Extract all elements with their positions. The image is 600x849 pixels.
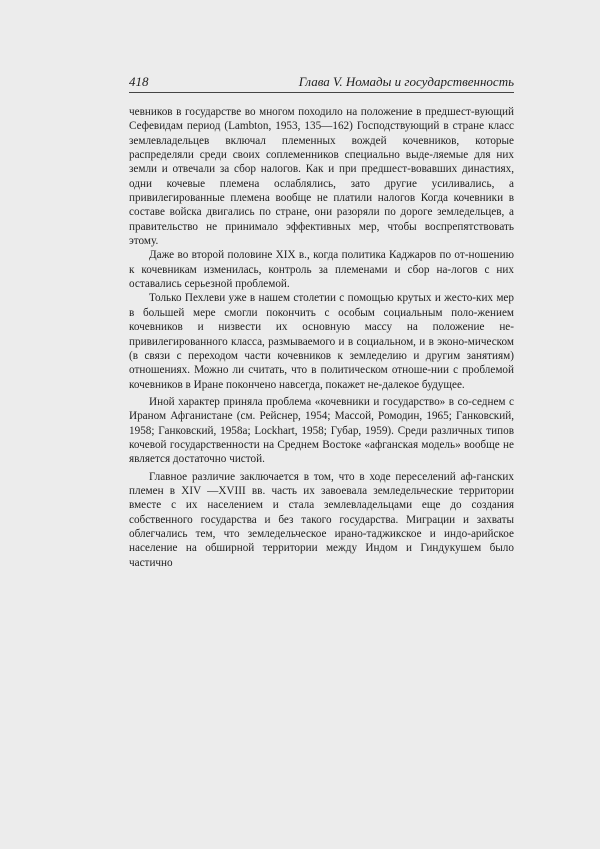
- paragraph-4: Иной характер приняла проблема «кочевники и государство» в со-седнем с Ираном Афганистане (см. Рейснер, 1954; Массой, Ромодин, 1965; Ганковский, 1958; Ганковский, 1958а; Lockhart, 1958; Губар, 1959). Среди различных типов кочевой государственности на Среднем Востоке «афганская модель» вообще не является достаточно чистой.: [129, 395, 514, 466]
- running-title: Глава V. Номады и государственность: [298, 74, 514, 89]
- page-number: 418: [129, 74, 149, 89]
- paragraph-1: чевников в государстве во многом походило на положение в предшест-вующий Сефевидам период (Lambton, 1953, 135—162) Господствующий в стране класс землевладельцев включал племенных вождей кочевников, которые распределяли среди своих соплеменников специально выде-ляемые для них земли и отвечали за сбор налогов. Как и при предшест-вовавших династиях, одни кочевые племена ослаблялись, зато другие усиливались, а привилегированные племена вообще не платили налогов Когда кочевники в составе войска двигались по стране, они разоряли по дороге земледельцев, а правительство не принимало эффективных мер, чтобы воспрепятствовать этому.: [129, 106, 514, 248]
- paragraph-2: Даже во второй половине XIX в., когда политика Каджаров по от-ношению к кочевникам изменилась, контроль за племенами и сбор на-логов с них оставались серьезной проблемой.: [129, 249, 514, 291]
- header-rule: [129, 92, 514, 93]
- body-text: [129, 105, 514, 570]
- paragraph-3: Только Пехлеви уже в нашем столетии с помощью крутых и жесто-ких мер в большей мере смогли покончить с особым социальным поло-жением кочевников и низвести их основную массу на положение не-привилегированного класса, размываемого и в социальном, и в эконо-мическом (в связи с переходом части кочевников к земледелию и другим занятиям) отношениях. Можно ли считать, что в политическом отноше-нии с проблемой кочевников в Иране покончено навсегда, покажет не-далекое будущее.: [129, 292, 514, 391]
- paragraph-5: Главное различие заключается в том, что в ходе переселений аф-ганских племен в XIV —XVIII вв. часть их завоевала земледельческие территории вместе с их населением и стала землевладельцами еще до создания собственного государства и без такого государства. Миграции и захваты облегчались тем, что земледельческое ирано-таджикское и индо-арийское население на обширной территории между Индом и Гиндукушем было частично: [129, 470, 514, 569]
- page-header: [129, 74, 514, 90]
